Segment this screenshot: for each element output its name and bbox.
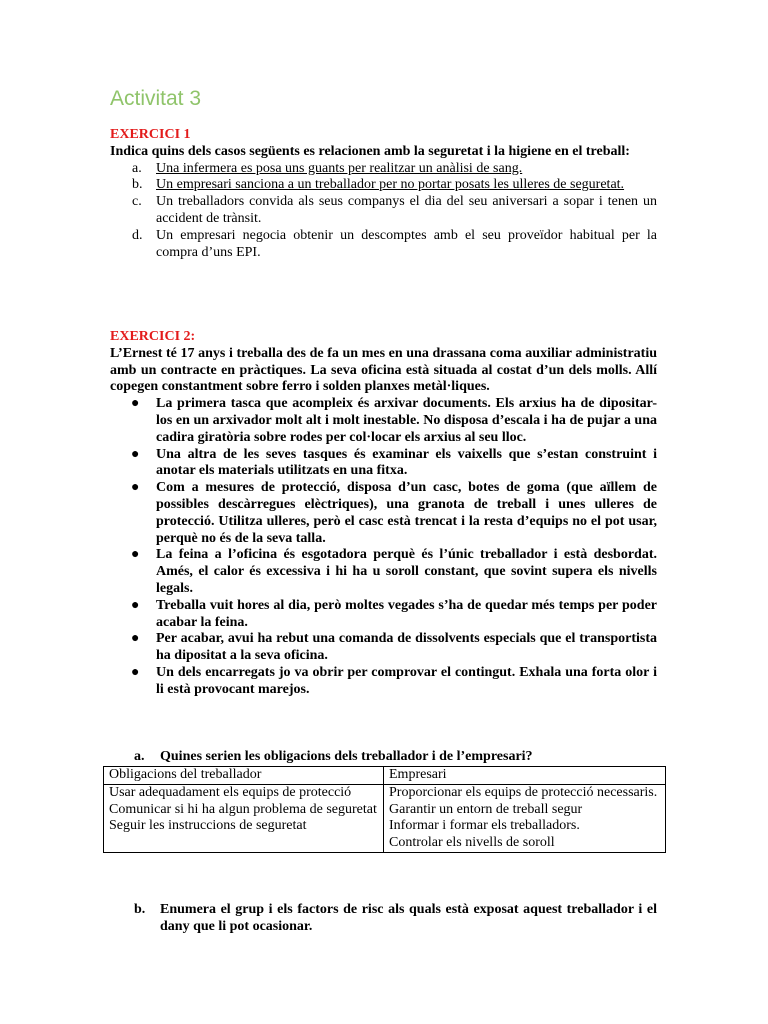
- list-item: ● Per acabar, avui ha rebut una comanda de dissolvents especials que el transportista ha dipositat a la seva oficina.: [131, 631, 657, 664]
- table-cell-text: Proporcionar els equips de protecció necessaris.: [389, 784, 658, 800]
- exercise-2: [110, 329, 657, 699]
- exercise-1-list: [110, 161, 657, 262]
- question-b: [110, 902, 657, 936]
- list-marker: d.: [132, 227, 143, 243]
- list-item: [110, 177, 657, 194]
- list-item-text: La primera tasca que acompleix és arxivar documents. Els arxius ha de dipositar-los en un arxivador molt alt i molt inestable. No disposa d’escala i ha de pujar a una cadira giratòria sobre rodes per col·locar els arxius al seu lloc.: [156, 396, 657, 445]
- table-cell-text: Controlar els nivells de soroll: [389, 835, 555, 851]
- exercise-1-prompt: Indica quins dels casos següents es relacionen amb la seguretat i la higiene en el treball:: [110, 143, 630, 159]
- list-item: [110, 228, 657, 262]
- list-item-text: Un empresari sanciona a un treballador per no portar posats les ulleres de seguretat.: [156, 177, 625, 193]
- table-header-cell: Empresari: [384, 767, 666, 785]
- question-a: [110, 749, 657, 766]
- list-item-text: La feina a l’oficina és esgotadora perquè és l’únic treballador i està desbordat. Amés, el calor és excessiva i hi ha u soroll constant, que sovint supera els nivells legals.: [156, 547, 657, 596]
- table-cell-text: Usar adequadament els equips de protecció: [109, 784, 352, 800]
- list-item-text: Un empresari negocia obtenir un descomptes amb el seu proveïdor habitual per la compra d’uns EPI.: [156, 227, 657, 260]
- exercise-2-heading: EXERCICI 2:: [110, 329, 196, 344]
- list-marker: c.: [132, 194, 142, 210]
- question-b-marker: b.: [134, 902, 146, 917]
- exercise-2-intro: L’Ernest té 17 anys i treballa des de fa un mes en una drassana coma auxiliar administratiu amb un contracte en pràctiques. La seva oficina està situada al costat d’un dels molls. Allí copegen constantment sobre ferro i solden planxes metàl·liques.: [110, 345, 657, 395]
- table-header-row: [104, 767, 666, 785]
- table-cell: [104, 784, 384, 852]
- list-item-text: Un treballadors convida als seus companys el dia del seu aniversari a sopar i tenen un accident de trànsit.: [156, 194, 657, 226]
- list-marker: b.: [132, 177, 143, 193]
- page-title: Activitat 3: [110, 87, 202, 110]
- list-item: ● La feina a l’oficina és esgotadora perquè és l’únic treballador i està desbordat. Amés, el calor és excessiva i hi ha u soroll constant, que sovint supera els nivells legals.: [131, 547, 657, 596]
- list-item: ● Com a mesures de protecció, disposa d’un casc, botes de goma (que aïllem de possibles descàrregues elèctriques), una granota de treball i unes ulleres de protecció. Utilitza ulleres, però el casc està trencat i la resta d’equips no el pot usar, perquè no és de la seva talla.: [131, 480, 657, 546]
- question-a-row: [110, 749, 657, 766]
- list-marker: a.: [132, 160, 142, 176]
- exercise-1: [110, 127, 657, 261]
- table-row: [104, 784, 666, 852]
- list-item: ● La primera tasca que acompleix és arxivar documents. Els arxius ha de dipositar-los en un arxivador molt alt i molt inestable. No disposa d’escala i ha de pujar a una cadira giratòria sobre rodes per col·locar els arxius al seu lloc.: [131, 396, 657, 445]
- list-item: ● Una altra de les seves tasques és examinar els vaixells que s’estan construint i anotar els materials utilitzats en una fitxa.: [131, 446, 657, 479]
- list-item-text: Per acabar, avui ha rebut una comanda de dissolvents especials que el transportista ha dipositat a la seva oficina.: [156, 631, 657, 664]
- list-item: [110, 194, 657, 228]
- table-cell-text: Seguir les instruccions de seguretat: [109, 818, 307, 834]
- question-a-text: Quines serien les obligacions dels treballador i de l’empresari?: [160, 749, 533, 764]
- list-item-text: Treballa vuit hores al dia, però moltes vegades s’ha de quedar més temps per poder acabar la feina.: [156, 597, 657, 630]
- list-item: ● Treballa vuit hores al dia, però moltes vegades s’ha de quedar més temps per poder acabar la feina.: [131, 597, 657, 630]
- list-item-text: Una altra de les seves tasques és examinar els vaixells que s’estan construint i anotar els materials utilitzats en una fitxa.: [156, 446, 657, 479]
- table-cell-text: Garantir un entorn de treball segur: [389, 801, 583, 817]
- exercise-2-bullets: [110, 396, 657, 698]
- question-a-marker: a.: [134, 749, 145, 764]
- list-item-text: Com a mesures de protecció, disposa d’un casc, botes de goma (que aïllem de possibles descàrregues elèctriques), una granota de treball i unes ulleres de protecció. Utilitza ulleres, però el casc està trencat i la resta d’equips no el pot usar, perquè no és de la seva talla.: [156, 480, 657, 546]
- exercise-1-heading: EXERCICI 1: [110, 127, 191, 142]
- list-item-text: Un dels encarregats jo va obrir per comprovar el contingut. Exhala una forta olor i li està provocant marejos.: [156, 664, 657, 697]
- list-item-text: Una infermera es posa uns guants per realitzar un anàlisi de sang.: [156, 160, 523, 176]
- list-item: [110, 161, 657, 178]
- obligations-table: [103, 766, 666, 853]
- table-header-cell: Obligacions del treballador: [104, 767, 384, 785]
- table-cell-text: Informar i formar els treballadors.: [389, 818, 580, 834]
- question-b-text: Enumera el grup i els factors de risc als quals està exposat aquest treballador i el dany que li pot ocasionar.: [160, 902, 657, 934]
- table-cell-text: Comunicar si hi ha algun problema de seguretat: [109, 801, 377, 817]
- list-item: ● Un dels encarregats jo va obrir per comprovar el contingut. Exhala una forta olor i li està provocant marejos.: [131, 664, 657, 697]
- question-b-row: [110, 902, 657, 936]
- table-cell: [384, 784, 666, 852]
